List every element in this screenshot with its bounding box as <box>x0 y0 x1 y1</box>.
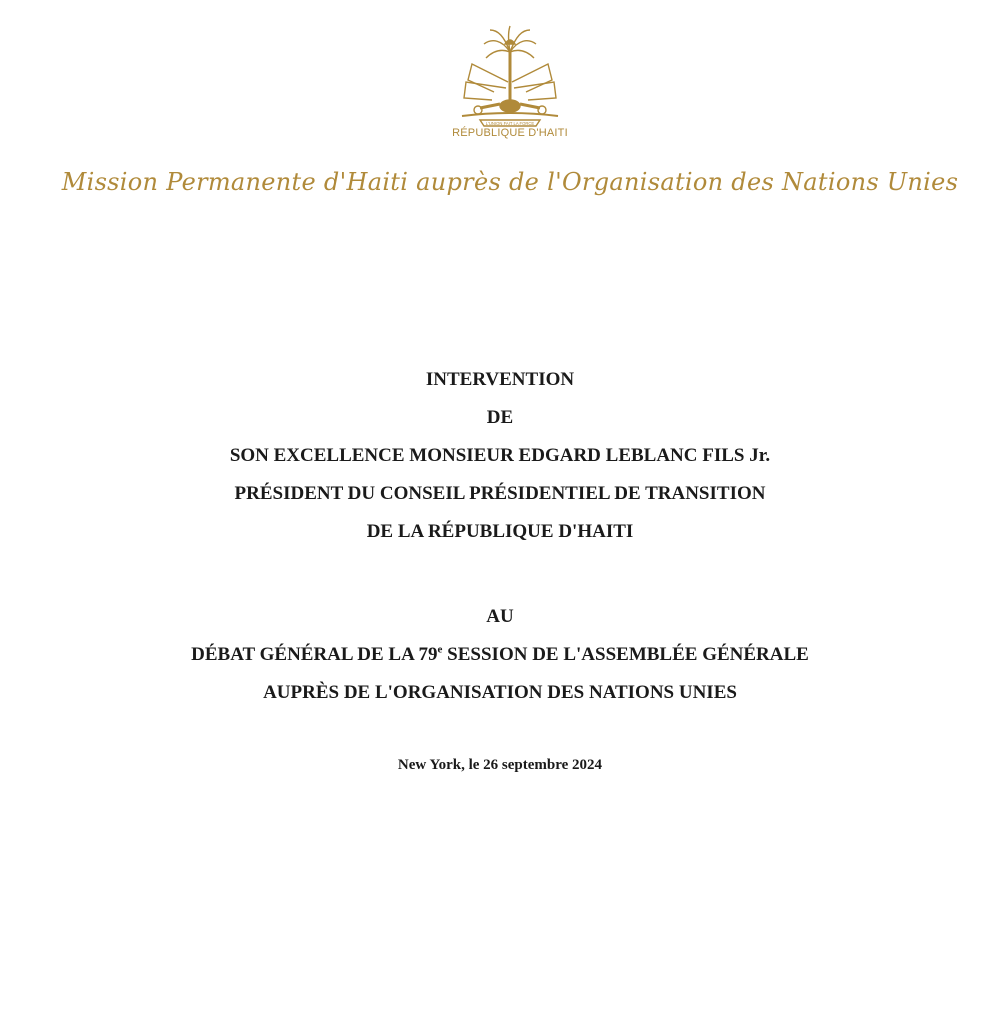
speaker-name: SON EXCELLENCE MONSIEUR EDGARD LEBLANC FILS Jr. <box>229 445 771 466</box>
occasion-session <box>80 636 920 674</box>
speech-heading <box>80 361 920 551</box>
speaker-country: DE LA RÉPUBLIQUE D'HAITI <box>366 521 634 542</box>
occasion-heading <box>80 598 920 712</box>
occasion-organization: AUPRÈS DE L'ORGANISATION DES NATIONS UNIES <box>263 682 737 703</box>
dateline: New York, le 26 septembre 2024 <box>397 757 603 773</box>
svg-text:L'UNION FAIT LA FORCE: L'UNION FAIT LA FORCE <box>485 121 535 126</box>
ordinal-suffix: e <box>437 643 443 656</box>
emblem-caption: RÉPUBLIQUE D'HAITI <box>452 127 568 139</box>
heading-line: DE <box>486 407 514 428</box>
occasion-line: AU <box>486 606 514 627</box>
mission-name: Mission Permanente d'Haiti auprès de l'Organisation des Nations Unies <box>61 168 959 196</box>
speaker-title: PRÉSIDENT DU CONSEIL PRÉSIDENTIEL DE TRANSITION <box>234 483 766 504</box>
heading-line: INTERVENTION <box>425 369 575 390</box>
occasion-session-text: DÉBAT GÉNÉRAL DE LA 79 <box>191 644 438 665</box>
occasion-session-text: SESSION DE L'ASSEMBLÉE GÉNÉRALE <box>442 644 809 665</box>
